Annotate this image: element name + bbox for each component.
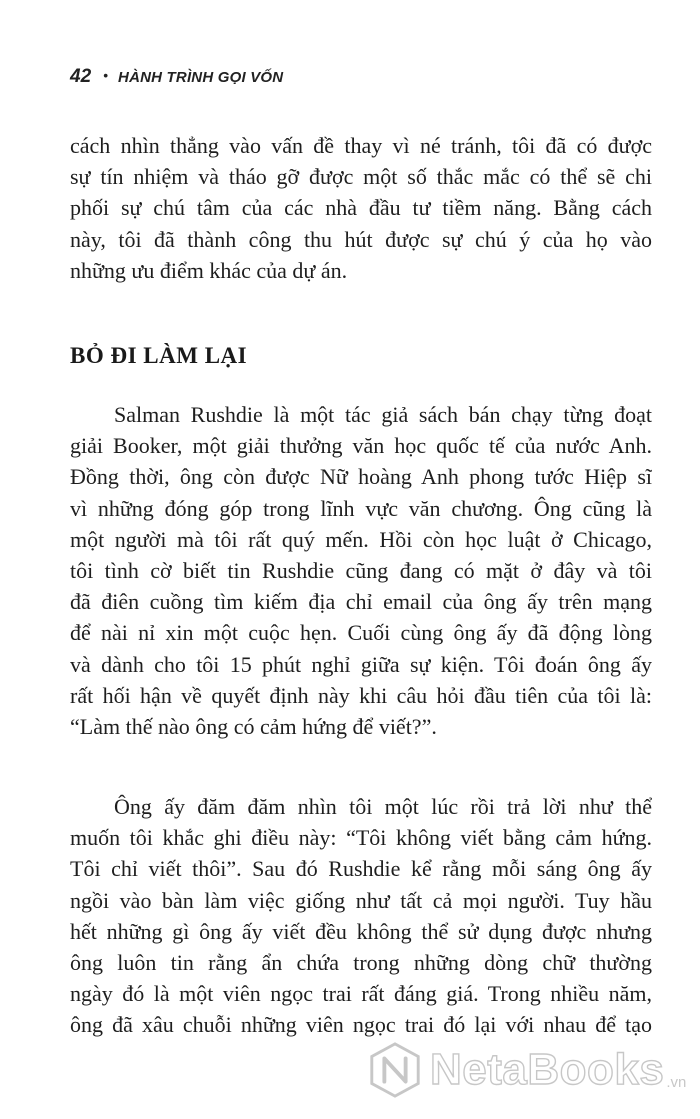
- text-line: để nài nỉ xin một cuộc hẹn. Cuối cùng ông ấy đã động lòng: [70, 620, 652, 646]
- section-heading: BỎ ĐI LÀM LẠI: [70, 343, 248, 368]
- text-line: ông luôn tin rằng ẩn chứa trong những dòng chữ thường: [70, 949, 652, 975]
- text-line: Đồng thời, ông còn được Nữ hoàng Anh phong tước Hiệp sĩ: [70, 464, 652, 490]
- running-header: [70, 66, 283, 88]
- header-bullet: •: [103, 67, 109, 83]
- paragraph-1: [70, 130, 652, 286]
- paragraph-2: [70, 399, 652, 742]
- text-line: ngày đó là một viên ngọc trai rất đáng giá. Trong nhiều năm,: [70, 981, 652, 1007]
- text-line: vì những đóng góp trong lĩnh vực văn chương. Ông cũng là: [70, 495, 652, 521]
- netabooks-watermark: [366, 1030, 696, 1110]
- text-line: những ưu điểm khác của dự án.: [70, 257, 348, 283]
- text-line: tôi tình cờ biết tin Rushdie cũng đang có mặt ở đây và tôi: [70, 557, 652, 583]
- text-line: ngồi vào bàn làm việc giống như tất cả mọi người. Tuy hầu: [70, 887, 652, 913]
- text-line: Salman Rushdie là một tác giả sách bán chạy từng đoạt: [114, 402, 652, 427]
- text-line: cách nhìn thẳng vào vấn đề thay vì né tránh, tôi đã có được: [70, 133, 652, 158]
- netabooks-logo-icon: [366, 1041, 424, 1099]
- text-line: “Làm thế nào ông có cảm hứng để viết?”.: [70, 713, 437, 739]
- text-line: giải Booker, một giải thưởng văn học quốc tế của nước Anh.: [70, 433, 652, 459]
- text-line: sự tín nhiệm và tháo gỡ được một số thắc mắc có thể sẽ chi: [70, 164, 652, 190]
- page-number: 42: [70, 66, 92, 87]
- text-line: Ông ấy đăm đăm nhìn tôi một lúc rồi trả lời như thể: [114, 794, 652, 819]
- running-title: HÀNH TRÌNH GỌI VỐN: [118, 69, 284, 86]
- paragraph-3: [70, 791, 652, 1041]
- text-line: ông đã xâu chuỗi những viên ngọc trai đó lại với nhau để tạo: [70, 1012, 652, 1038]
- text-line: này, tôi đã thành công thu hút được sự chú ý của họ vào: [70, 226, 652, 252]
- text-line: muốn tôi khắc ghi điều này: “Tôi không viết bằng cảm hứng.: [70, 825, 652, 851]
- text-line: một người mà tôi rất quý mến. Hồi còn học luật ở Chicago,: [70, 526, 652, 552]
- text-line: đã điên cuồng tìm kiếm địa chỉ email của ông ấy trên mạng: [70, 589, 652, 615]
- watermark-brand: NetaBooks: [430, 1045, 665, 1094]
- text-line: hết những gì ông ấy viết đều không thể sử dụng được nhưng: [70, 918, 652, 944]
- text-line: và dành cho tôi 15 phút nghỉ giữa sự kiện. Tôi đoán ông ấy: [70, 651, 652, 677]
- text-line: Tôi chỉ viết thôi”. Sau đó Rushdie kể rằng mỗi sáng ông ấy: [70, 856, 652, 882]
- watermark-suffix: .vn: [666, 1073, 687, 1091]
- text-line: rất hối hận về quyết định này khi câu hỏi đầu tiên của tôi là:: [70, 682, 652, 708]
- text-line: phối sự chú tâm của các nhà đầu tư tiềm năng. Bằng cách: [70, 195, 652, 221]
